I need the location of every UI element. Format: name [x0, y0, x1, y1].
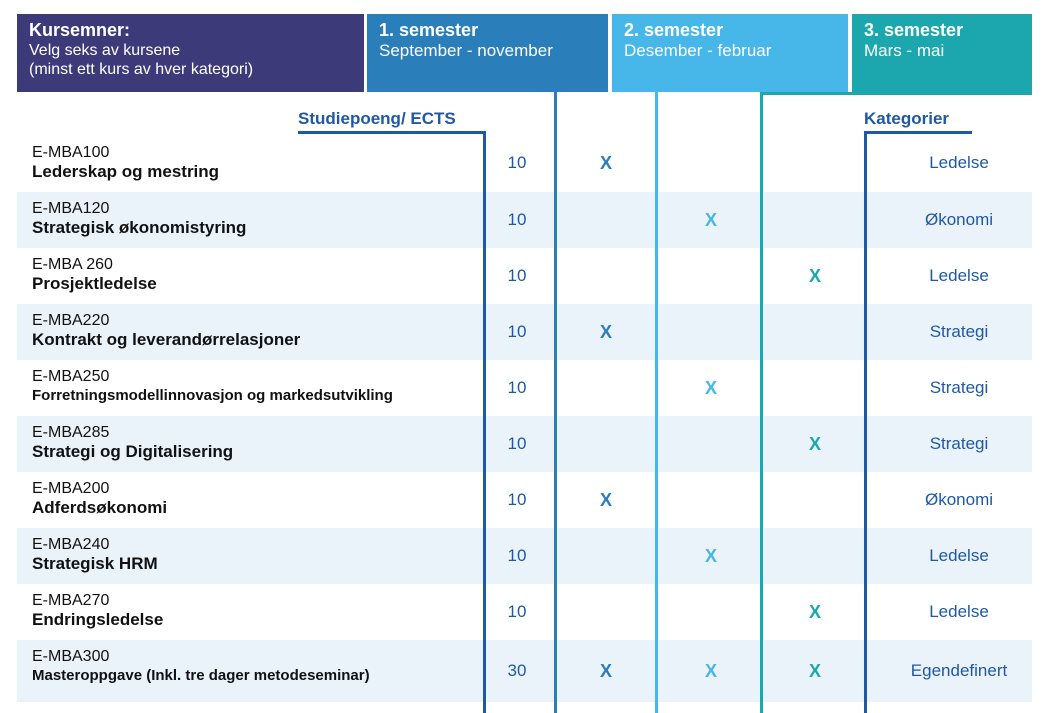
course-code: E-MBA300	[32, 648, 110, 665]
course-code: E-MBA120	[32, 200, 110, 217]
semester-2-mark: X	[704, 210, 717, 230]
ects-underline	[298, 131, 486, 134]
semester-1-mark: X	[599, 153, 612, 173]
semester-1-mark: X	[599, 661, 612, 681]
course-code: E-MBA270	[32, 592, 110, 609]
semester-3-line	[760, 92, 763, 713]
table-row	[17, 640, 1032, 702]
course-ects: 30	[507, 661, 527, 680]
course-category: Ledelse	[929, 153, 989, 172]
table-row	[17, 192, 1032, 248]
course-category: Strategi	[929, 434, 989, 453]
header-course-topics-line2: (minst ett kurs av hver kategori)	[29, 61, 254, 78]
category-underline	[864, 131, 972, 134]
course-name: Strategisk økonomistyring	[32, 218, 247, 237]
table-row	[17, 584, 1032, 640]
ects-column-label: Studiepoeng/ ECTS	[298, 109, 456, 128]
semester-2-mark: X	[704, 546, 717, 566]
course-name: Strategi og Digitalisering	[32, 442, 234, 461]
course-code: E-MBA285	[32, 424, 110, 441]
category-divider-line	[864, 131, 867, 713]
course-category: Økonomi	[924, 490, 994, 509]
course-category: Økonomi	[924, 210, 994, 229]
table-row	[17, 136, 1032, 190]
course-code: E-MBA240	[32, 536, 110, 553]
header-semester-3-period: Mars - mai	[864, 41, 945, 60]
semester-3-top-line	[760, 92, 1032, 95]
course-name: Strategisk HRM	[32, 554, 158, 573]
course-code: E-MBA100	[32, 144, 110, 161]
header-course-topics-line1: Velg seks av kursene	[29, 42, 181, 59]
semester-1-mark: X	[599, 490, 612, 510]
course-name: Lederskap og mestring	[32, 162, 220, 181]
course-code: E-MBA 260	[32, 256, 113, 273]
semester-3-mark: X	[808, 661, 821, 681]
header-semester-3-title: 3. semester	[864, 20, 964, 40]
course-name: Prosjektledelse	[32, 274, 157, 293]
semester-3-mark: X	[808, 266, 821, 286]
course-ects: 10	[507, 378, 527, 397]
course-category: Strategi	[929, 378, 989, 397]
course-category: Egendefinert	[910, 661, 1008, 680]
course-name: Forretningsmodellinnovasjon og markedsutvikling	[32, 387, 393, 404]
course-ects: 10	[507, 210, 527, 229]
table-row	[17, 472, 1032, 528]
header-semester-2	[612, 14, 848, 92]
course-category: Ledelse	[929, 602, 989, 621]
header-course-topics-title: Kursemner:	[29, 20, 131, 40]
header-semester-1-period: September - november	[379, 41, 553, 60]
semester-1-mark: X	[599, 322, 612, 342]
table-row	[17, 528, 1032, 584]
course-code: E-MBA250	[32, 368, 110, 385]
header-semester-1-title: 1. semester	[379, 20, 479, 40]
header-semester-2-title: 2. semester	[624, 20, 724, 40]
course-ects: 10	[507, 434, 527, 453]
table-row	[17, 360, 1032, 416]
course-name: Kontrakt og leverandørrelasjoner	[32, 330, 301, 349]
course-code: E-MBA200	[32, 480, 110, 497]
header-semester-1	[367, 14, 608, 92]
course-category: Strategi	[929, 322, 989, 341]
header-semester-3	[852, 14, 1032, 92]
course-category: Ledelse	[929, 546, 989, 565]
course-ects: 10	[507, 602, 527, 621]
semester-3-mark: X	[808, 434, 821, 454]
course-ects: 10	[507, 153, 527, 172]
course-code: E-MBA220	[32, 312, 110, 329]
table-row	[17, 304, 1032, 360]
course-ects: 10	[507, 266, 527, 285]
header-course-topics	[17, 14, 364, 92]
course-category: Ledelse	[929, 266, 989, 285]
semester-2-mark: X	[704, 661, 717, 681]
ects-divider-line	[483, 131, 486, 713]
semester-3-mark: X	[808, 602, 821, 622]
course-name: Masteroppgave (Inkl. tre dager metodeseminar)	[32, 667, 370, 684]
course-ects: 10	[507, 490, 527, 509]
semester-2-line	[655, 92, 658, 713]
semester-1-line	[554, 92, 557, 713]
table-row	[17, 416, 1032, 472]
semester-2-mark: X	[704, 378, 717, 398]
header-semester-2-period: Desember - februar	[624, 41, 772, 60]
course-name: Adferdsøkonomi	[32, 498, 168, 517]
category-column-label: Kategorier	[864, 109, 950, 128]
table-row	[17, 248, 1032, 304]
course-ects: 10	[507, 546, 527, 565]
course-ects: 10	[507, 322, 527, 341]
course-name: Endringsledelse	[32, 610, 164, 629]
